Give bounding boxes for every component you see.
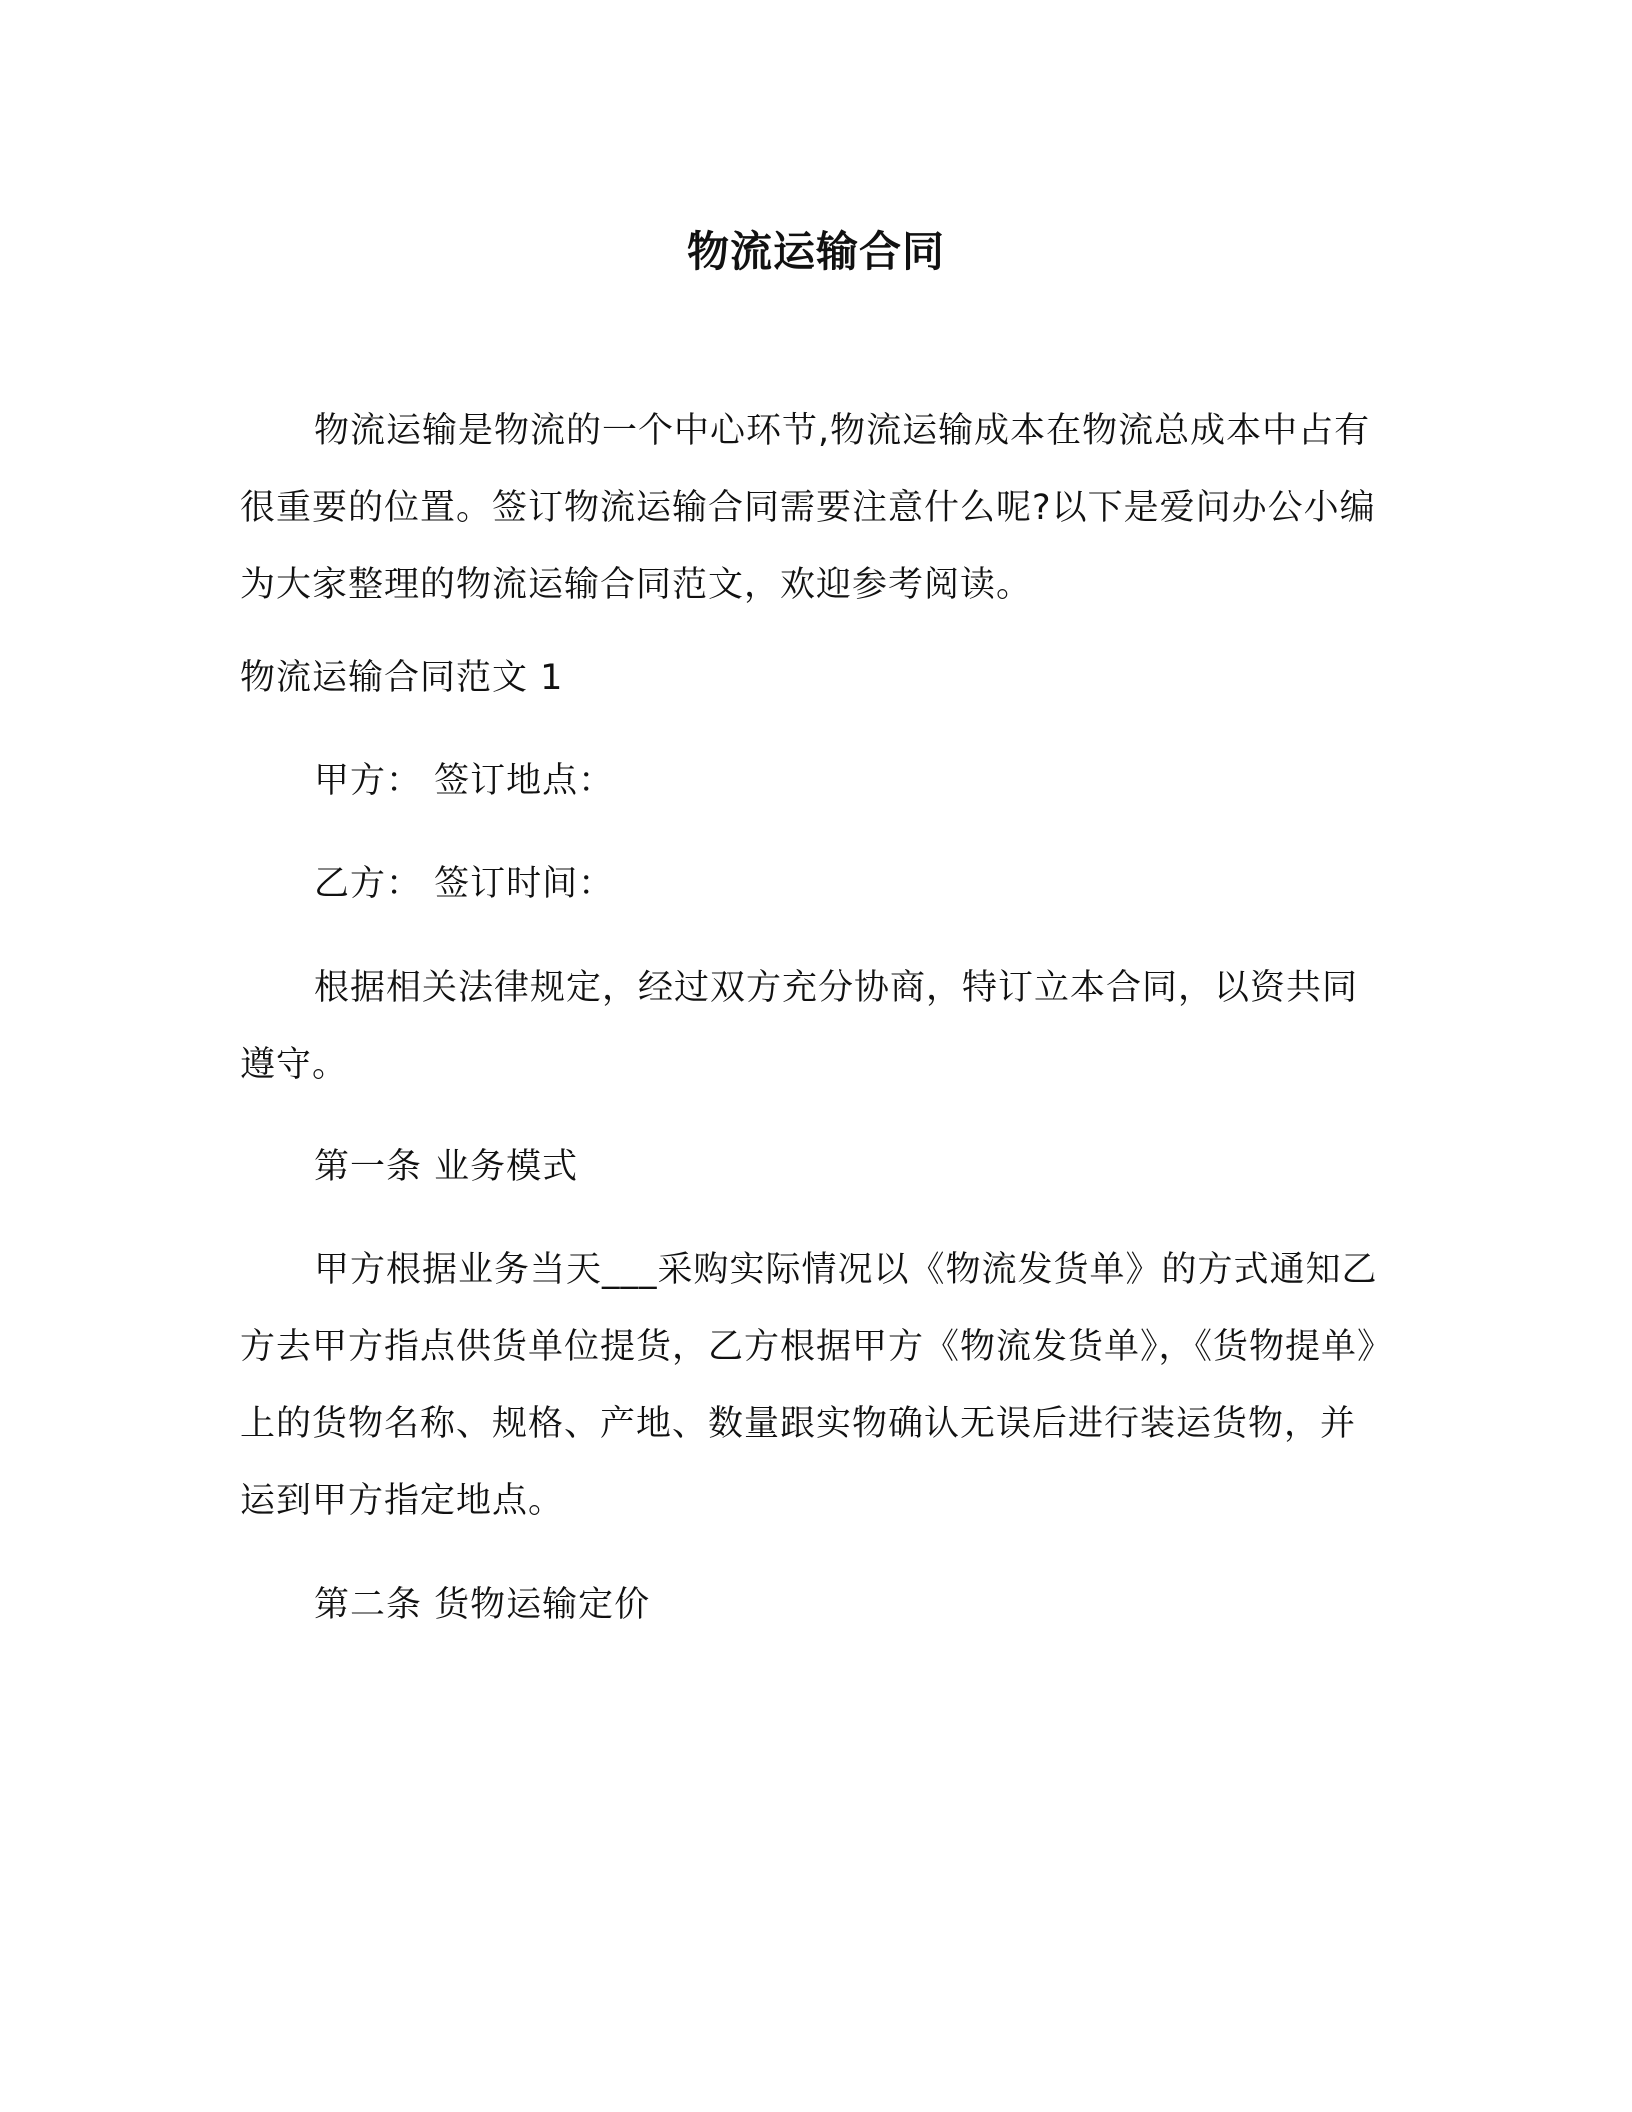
preamble-paragraph: 根据相关法律规定，经过双方充分协商，特订立本合同，以资共同遵守。 xyxy=(240,968,1359,1085)
sample-heading: 物流运输合同范文 1 xyxy=(240,658,564,698)
party-a-line: 甲方： 签订地点： xyxy=(314,761,615,801)
party-b-line: 乙方： 签订时间： xyxy=(314,864,615,904)
document-title: 物流运输合同 xyxy=(686,227,945,276)
article-2-title: 第二条 货物运输定价 xyxy=(314,1585,651,1625)
intro-paragraph: 物流运输是物流的一个中心环节,物流运输成本在物流总成本中占有很重要的位置。签订物流运输合同需要注意什么呢?以下是爱问办公小编为大家整理的物流运输合同范文，欢迎参考阅读。 xyxy=(240,411,1376,605)
article-1-title: 第一条 业务模式 xyxy=(314,1147,579,1187)
article-1-body: 甲方根据业务当天___采购实际情况以《物流发货单》的方式通知乙方去甲方指点供货单位提货，乙方根据甲方《物流发货单》，《货物提单》上的货物名称、规格、产地、数量跟实物确认无误后进行装运货物，并运到甲方指定地点。 xyxy=(240,1250,1378,1521)
